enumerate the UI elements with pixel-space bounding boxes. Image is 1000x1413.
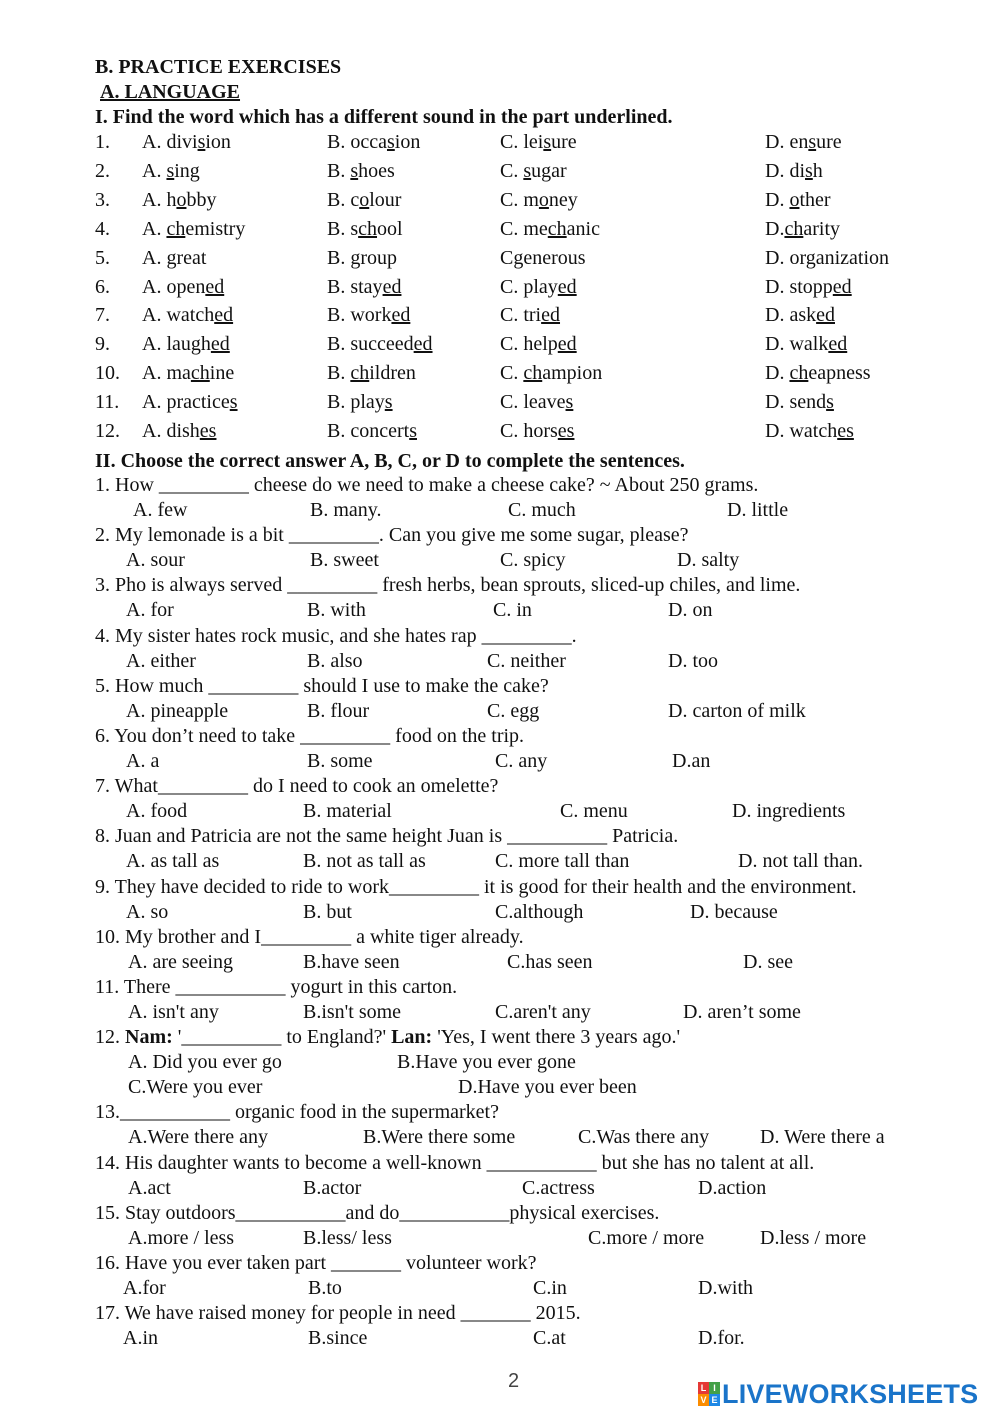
answer-option-a[interactable]: A. sour xyxy=(126,549,185,572)
answer-option-c[interactable] xyxy=(500,303,560,327)
text-span: C. play xyxy=(500,275,558,298)
text-span: 12. xyxy=(95,1026,125,1049)
text-span: D. organization xyxy=(765,246,890,269)
answer-option-d[interactable]: D. see xyxy=(743,950,793,973)
text-span: ed xyxy=(214,304,234,327)
text-span: D. walk xyxy=(765,333,829,356)
question-text: 16. Have you ever taken part _______ volunteer work? xyxy=(95,1252,537,1274)
answer-option-b[interactable]: B.since xyxy=(308,1327,368,1350)
text-span: A. great xyxy=(142,246,207,269)
text-span: C. lei xyxy=(500,131,544,153)
answer-option-b[interactable]: B.to xyxy=(308,1277,342,1299)
answer-option-d[interactable] xyxy=(765,130,842,154)
text-span: A. laugh xyxy=(142,333,211,356)
answer-option-d[interactable]: D. on xyxy=(668,599,713,622)
answer-option-a[interactable] xyxy=(142,390,238,414)
text-span: C. me xyxy=(500,217,548,240)
answer-option-c[interactable]: C.Was there any xyxy=(578,1126,710,1149)
text-span: ed xyxy=(541,304,561,327)
text-span: o xyxy=(359,188,370,211)
text-span: ed xyxy=(391,304,411,327)
text-span: ion xyxy=(205,131,231,153)
answer-option-d[interactable]: D. because xyxy=(690,900,778,923)
answer-option-b[interactable]: B. but xyxy=(303,900,352,923)
text-span: ed xyxy=(557,333,577,356)
answer-option-b[interactable]: B. material xyxy=(303,800,392,823)
question-text xyxy=(95,1025,680,1049)
text-span: A. xyxy=(142,217,167,240)
text-span: ch xyxy=(784,217,804,240)
text-span: es xyxy=(557,420,575,442)
text-span: A. watch xyxy=(142,304,215,327)
text-span: B. c xyxy=(327,188,360,211)
text-span: C. tri xyxy=(500,304,542,327)
answer-option-a[interactable]: A.in xyxy=(123,1327,158,1350)
question-text: 14. His daughter wants to become a well-known ___________ but she has no talent at all. xyxy=(95,1151,815,1174)
answer-option-a[interactable] xyxy=(142,361,234,385)
text-span: ed xyxy=(205,275,225,298)
text-span: A. practice xyxy=(142,391,230,414)
answer-option-d[interactable]: D. not tall than. xyxy=(738,850,863,873)
liveworksheets-logo-icon: L I V E xyxy=(698,1382,720,1406)
text-span: ed xyxy=(413,333,433,356)
question-text: 7. What_________ do I need to cook an omelette? xyxy=(95,775,499,798)
text-span: ine xyxy=(209,362,235,385)
answer-option-b[interactable] xyxy=(327,246,397,270)
answer-option-a[interactable]: A. Did you ever go xyxy=(128,1051,282,1074)
answer-option-a[interactable]: A. food xyxy=(126,800,188,823)
text-span: D. xyxy=(765,217,785,240)
text-span: ch xyxy=(190,362,210,385)
answer-option-b[interactable]: B.have seen xyxy=(303,950,400,973)
exercise-2-title: II. Choose the correct answer A, B, C, or D to complete the sentences. xyxy=(95,450,685,472)
answer-option-c[interactable] xyxy=(500,217,600,241)
text-span: B. group xyxy=(327,246,397,269)
text-span: hoes xyxy=(358,159,395,182)
answer-option-b[interactable] xyxy=(327,275,401,299)
answer-option-b[interactable] xyxy=(327,159,395,183)
answer-option-b[interactable] xyxy=(327,303,410,327)
answer-option-d[interactable] xyxy=(765,390,834,414)
answer-option-b[interactable] xyxy=(327,188,401,212)
text-span: B. s xyxy=(327,217,359,240)
text-span: h xyxy=(812,159,823,182)
answer-option-c[interactable]: C.at xyxy=(533,1327,566,1350)
text-span: B. succeed xyxy=(327,333,414,356)
text-span: ildren xyxy=(369,362,416,385)
text-span: C. help xyxy=(500,333,558,356)
answer-option-a[interactable] xyxy=(142,217,245,241)
answer-option-a[interactable]: A. few xyxy=(133,499,188,521)
question-text: 9. They have decided to ride to work_________ it is good for their health and the environment. xyxy=(95,875,857,898)
answer-option-a[interactable]: A. either xyxy=(126,649,196,672)
text-span: B. xyxy=(327,159,351,182)
question-number: 2. xyxy=(95,159,110,182)
answer-option-a[interactable]: A. a xyxy=(126,750,160,772)
question-number: 3. xyxy=(95,188,110,211)
question-number: 6. xyxy=(95,275,110,298)
text-span: D. en xyxy=(765,131,809,153)
question-text: 5. How much _________ should I use to make the cake? xyxy=(95,674,549,697)
answer-option-b[interactable]: B. some xyxy=(307,750,373,772)
text-span: ed xyxy=(210,333,230,356)
text-span: 'Yes, I went there 3 years ago.' xyxy=(432,1026,681,1049)
answer-option-c[interactable]: C.more / more xyxy=(588,1226,705,1249)
answer-option-c[interactable]: C.although xyxy=(495,900,584,923)
text-span: ch xyxy=(350,362,370,385)
answer-option-d[interactable] xyxy=(765,419,854,443)
text-span: es xyxy=(837,420,854,442)
answer-option-a[interactable] xyxy=(142,159,200,183)
text-span: ool xyxy=(377,217,403,240)
answer-option-b[interactable] xyxy=(327,390,393,414)
answer-option-a[interactable] xyxy=(142,246,206,270)
question-text: 6. You don’t need to take _________ food on the trip. xyxy=(95,725,525,747)
text-span: A. xyxy=(142,159,167,182)
text-span: ch xyxy=(358,217,378,240)
text-span: ed xyxy=(832,275,852,298)
section-title-language: A. LANGUAGE xyxy=(100,81,241,103)
text-span: ther xyxy=(799,188,831,211)
answer-option-c[interactable] xyxy=(500,246,586,270)
answer-option-d[interactable]: D.Have you ever been xyxy=(458,1076,637,1099)
text-span: D. di xyxy=(765,159,805,182)
text-span: o xyxy=(176,188,187,211)
page-title: B. PRACTICE EXERCISES xyxy=(95,56,342,78)
answer-option-a[interactable]: A. isn't any xyxy=(128,1001,219,1023)
text-span: ch xyxy=(523,362,543,385)
text-span: D. send xyxy=(765,391,827,414)
answer-option-c[interactable] xyxy=(500,361,602,385)
answer-option-c[interactable] xyxy=(500,419,574,443)
text-span: A. ma xyxy=(142,362,191,385)
text-span: B. occa xyxy=(327,131,387,153)
text-span: C. xyxy=(500,159,524,182)
answer-option-d[interactable]: D. too xyxy=(668,649,718,672)
text-span: emistry xyxy=(185,217,246,240)
answer-option-d[interactable] xyxy=(765,217,840,241)
answer-option-d[interactable]: D.for. xyxy=(698,1327,745,1350)
answer-option-a[interactable]: A. are seeing xyxy=(128,950,233,973)
question-number: 12. xyxy=(95,420,120,442)
answer-option-a[interactable]: A.for xyxy=(123,1277,166,1299)
answer-option-b[interactable]: B. flour xyxy=(307,699,370,722)
answer-option-a[interactable]: A.act xyxy=(128,1176,171,1199)
text-span: D. stopp xyxy=(765,275,833,298)
text-span: Cgenerous xyxy=(500,246,586,269)
answer-option-c[interactable]: C.in xyxy=(533,1277,567,1299)
text-span: D. xyxy=(765,362,790,385)
text-span: s xyxy=(565,391,574,414)
answer-option-d[interactable] xyxy=(765,332,847,356)
answer-option-b[interactable] xyxy=(327,217,403,241)
answer-option-b[interactable]: B.Were there some xyxy=(363,1126,516,1149)
text-span: s xyxy=(166,159,175,182)
answer-option-d[interactable]: D.action xyxy=(698,1176,767,1199)
text-span: s xyxy=(350,159,359,182)
answer-option-a[interactable] xyxy=(142,130,231,154)
answer-option-c[interactable]: C. any xyxy=(495,750,548,772)
answer-option-d[interactable]: D. carton of milk xyxy=(668,699,806,722)
answer-option-c[interactable]: C. egg xyxy=(487,699,540,722)
question-number: 7. xyxy=(95,304,110,327)
answer-option-c[interactable] xyxy=(500,159,567,183)
text-span: ed xyxy=(828,333,848,356)
text-span: s xyxy=(229,391,238,414)
answer-option-a[interactable]: A. as tall as xyxy=(126,850,220,873)
text-span: B. concert xyxy=(327,420,410,442)
answer-option-c[interactable] xyxy=(500,130,577,154)
text-span: ch xyxy=(166,217,186,240)
text-span: ampion xyxy=(542,362,603,385)
text-span: s xyxy=(384,391,393,414)
answer-option-c[interactable]: C.has seen xyxy=(507,950,593,973)
text-span: C. m xyxy=(500,188,539,211)
text-span: o xyxy=(789,188,800,211)
question-text: 15. Stay outdoors___________and do___________physical exercises. xyxy=(95,1201,660,1224)
answer-option-d[interactable]: D. salty xyxy=(677,549,740,572)
answer-option-d[interactable] xyxy=(765,303,835,327)
text-span: A. dish xyxy=(142,420,200,442)
text-span: s xyxy=(197,131,206,153)
answer-option-d[interactable]: D.with xyxy=(698,1277,753,1299)
answer-option-a[interactable]: A. pineapple xyxy=(126,699,229,722)
text-span: C. leave xyxy=(500,391,566,414)
answer-option-d[interactable]: D. little xyxy=(727,499,789,521)
answer-option-a[interactable]: A. for xyxy=(126,599,174,622)
answer-option-b[interactable] xyxy=(327,332,433,356)
text-span: ion xyxy=(394,131,421,153)
answer-option-b[interactable]: B. with xyxy=(307,599,366,622)
page-number: 2 xyxy=(508,1370,520,1392)
answer-option-a[interactable] xyxy=(142,275,224,299)
text-span: D. ask xyxy=(765,304,817,327)
text-span: D. watch xyxy=(765,420,838,442)
text-span: ed xyxy=(557,275,577,298)
question-text: 10. My brother and I_________ a white tiger already. xyxy=(95,925,524,948)
answer-option-d[interactable]: D.less / more xyxy=(760,1226,867,1249)
answer-option-b[interactable]: B. many. xyxy=(310,499,382,521)
text-span: D. xyxy=(765,188,790,211)
answer-option-a[interactable] xyxy=(142,332,230,356)
answer-option-c[interactable] xyxy=(500,390,573,414)
answer-option-a[interactable]: A.Were there any xyxy=(128,1126,268,1149)
answer-option-d[interactable] xyxy=(765,159,823,183)
text-span: ch xyxy=(547,217,567,240)
answer-option-b[interactable]: B.Have you ever gone xyxy=(397,1051,576,1074)
question-text: 17. We have raised money for people in need _______ 2015. xyxy=(95,1302,581,1325)
answer-option-c[interactable]: C.aren't any xyxy=(495,1001,591,1023)
answer-option-b[interactable]: B.less/ less xyxy=(303,1226,392,1249)
answer-option-d[interactable]: D. aren’t some xyxy=(683,1001,801,1023)
text-span: B. play xyxy=(327,391,385,414)
answer-option-c[interactable] xyxy=(500,332,577,356)
liveworksheets-logo-text: LIVEWORKSHEETS xyxy=(722,1378,979,1409)
answer-option-c[interactable] xyxy=(500,188,578,212)
answer-option-d[interactable] xyxy=(765,361,871,385)
text-span: A. open xyxy=(142,275,206,298)
text-span: C. xyxy=(500,362,524,385)
question-number: 9. xyxy=(95,333,110,356)
text-span: es xyxy=(199,420,217,442)
answer-option-c[interactable]: C. neither xyxy=(487,649,566,672)
question-text: 1. How _________ cheese do we need to make a cheese cake? ~ About 250 grams. xyxy=(95,474,759,496)
answer-option-c[interactable]: C. in xyxy=(493,599,532,622)
liveworksheets-logo xyxy=(698,1378,978,1410)
question-text: 8. Juan and Patricia are not the same height Juan is __________ Patricia. xyxy=(95,825,679,848)
text-span: ing xyxy=(174,159,200,182)
answer-option-a[interactable]: A.more / less xyxy=(128,1226,235,1249)
question-text: 4. My sister hates rock music, and she hates rap _________. xyxy=(95,624,577,647)
text-span: ure xyxy=(551,131,577,153)
text-span: '__________ to England?' xyxy=(172,1026,392,1049)
answer-option-b[interactable] xyxy=(327,361,416,385)
answer-option-b[interactable]: B.isn't some xyxy=(303,1001,402,1023)
question-text: 2. My lemonade is a bit _________. Can you give me some sugar, please? xyxy=(95,524,689,547)
text-span: arity xyxy=(803,217,840,240)
text-span: s xyxy=(386,131,395,153)
answer-option-c[interactable] xyxy=(500,275,577,299)
text-span: s xyxy=(826,391,834,414)
question-text: 11. There ___________ yogurt in this carton. xyxy=(95,976,458,998)
question-number: 11. xyxy=(95,391,120,414)
text-span: B. stay xyxy=(327,275,383,298)
text-span: o xyxy=(538,188,549,211)
text-span: C. hors xyxy=(500,420,558,442)
answer-option-a[interactable] xyxy=(142,188,216,212)
text-span: s xyxy=(808,131,817,153)
answer-option-d[interactable] xyxy=(765,246,889,270)
text-span: ed xyxy=(816,304,835,327)
answer-option-a[interactable] xyxy=(142,419,216,443)
question-text: 13.___________ organic food in the supermarket? xyxy=(95,1101,499,1124)
exercise-1-title: I. Find the word which has a different sound in the part underlined. xyxy=(95,106,673,128)
text-span: ch xyxy=(789,362,809,385)
question-number: 1. xyxy=(95,131,110,153)
answer-option-c[interactable]: C. more tall than xyxy=(495,850,630,873)
text-span: A. h xyxy=(142,188,177,211)
answer-option-d[interactable]: D.an xyxy=(672,750,711,772)
text-span: lour xyxy=(369,188,402,211)
answer-option-a[interactable] xyxy=(142,303,233,327)
text-span: B. xyxy=(327,362,351,385)
answer-option-b[interactable]: B. sweet xyxy=(310,549,379,572)
question-number: 10. xyxy=(95,362,120,385)
text-span: s xyxy=(409,420,417,442)
answer-option-c[interactable]: C.actress xyxy=(522,1176,595,1199)
text-span: A. divi xyxy=(142,131,198,153)
text-span: eapness xyxy=(808,362,871,385)
text-span: bby xyxy=(186,188,217,211)
answer-option-d[interactable]: D. Were there a xyxy=(760,1126,885,1149)
answer-option-b[interactable] xyxy=(327,130,420,154)
answer-option-b[interactable] xyxy=(327,419,417,443)
answer-option-b[interactable]: B. not as tall as xyxy=(303,850,426,873)
answer-option-c[interactable]: C. menu xyxy=(560,800,628,823)
answer-option-c[interactable]: C. much xyxy=(508,499,576,521)
text-span: B. work xyxy=(327,304,392,327)
text-span: ugar xyxy=(531,159,567,182)
text-span: ed xyxy=(382,275,402,298)
text-span: ure xyxy=(816,131,842,153)
text-span: s xyxy=(523,159,532,182)
question-number: 4. xyxy=(95,217,110,240)
text-span: ney xyxy=(548,188,578,211)
question-text: 3. Pho is always served _________ fresh herbs, bean sprouts, sliced-up chiles, and lime. xyxy=(95,574,801,597)
text-span: Lan: xyxy=(391,1026,433,1049)
text-span: anic xyxy=(566,217,600,240)
text-span: s xyxy=(543,131,552,153)
text-span: s xyxy=(805,159,813,182)
text-span: Nam: xyxy=(125,1026,173,1049)
answer-option-d[interactable] xyxy=(765,188,831,212)
answer-option-d[interactable] xyxy=(765,275,852,299)
answer-option-d[interactable]: D. ingredients xyxy=(732,800,846,823)
answer-option-c[interactable]: C.Were you ever xyxy=(128,1076,263,1099)
answer-option-b[interactable]: B. also xyxy=(307,649,363,672)
answer-option-b[interactable]: B.actor xyxy=(303,1176,362,1199)
answer-option-a[interactable]: A. so xyxy=(126,900,169,923)
answer-option-c[interactable]: C. spicy xyxy=(500,549,566,572)
question-number: 5. xyxy=(95,246,110,269)
